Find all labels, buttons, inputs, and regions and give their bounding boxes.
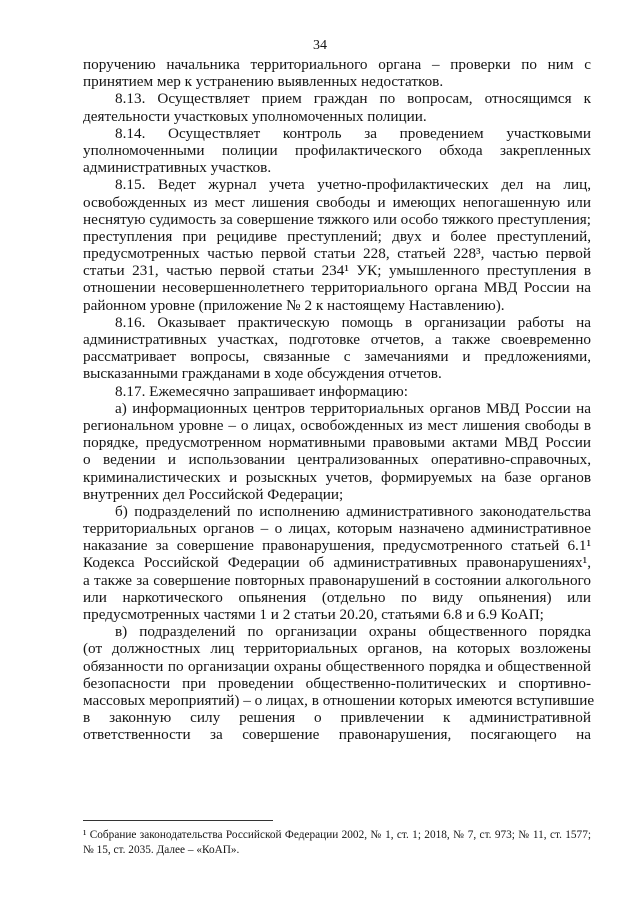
text-line: внутренних дел Российской Федерации; [83,485,344,503]
text-line: 8.15. Ведет журнал учета учетно-профилактических дел на лиц, [115,176,591,194]
text-line: в) подразделений по организации охраны общественного порядка [115,623,591,641]
text-line: высказанными гражданами в ходе обсуждения отчетов. [83,365,442,383]
text-line: криминалистических и розыскных учетов, формируемых на базе органов [83,468,591,486]
text-line: ответственности за совершение правонарушения, посягающего на [83,726,591,744]
text-line: поручению начальника территориального органа – проверки по ним с [83,56,591,73]
text-line: районном уровне (приложение № 2 к настоящему Наставлению). [83,296,505,314]
footnote-line: № 15, ст. 2035. Далее – «КоАП». [83,844,240,856]
text-line: обязанности по организации охраны общественного порядка и общественной [83,657,591,675]
text-line: (от должностных лиц территориальных органов, на которых возложены [83,640,591,658]
text-line: уполномоченными полиции профилактического обхода закрепленных [83,141,591,159]
text-line: Кодекса Российской Федерации об административных правонарушениях¹, [83,554,591,572]
text-line: предусмотренных частью первой статьи 228, статьей 228³, частью первой [83,245,591,263]
text-line: 8.16. Оказывает практическую помощь в организации работы на [115,313,591,331]
text-line: принятием мер к устранению выявленных недостатков. [83,73,444,91]
text-line: региональном уровне – о лицах, освобожденных из мест лишения свободы в [83,416,591,434]
text-line: о ведении и использовании централизованных оперативно-справочных, [83,451,591,469]
text-line: освобожденных из мест лишения свободы и имеющих непогашенную или [83,193,591,211]
text-line: безопасности при проведении общественно-политических и спортивно- [83,674,591,692]
text-line: предусмотренных частями 1 и 2 статьи 20.20, статьями 6.8 и 6.9 КоАП; [83,606,544,623]
text-line: массовых мероприятий) – о лицах, в отношении которых имеются вступившие [83,691,595,709]
text-line: 8.13. Осуществляет прием граждан по вопросам, относящимся к [115,90,591,108]
text-line: преступления при рецидиве преступлений; двух и более преступлений, [83,227,591,245]
text-line: деятельности участковых уполномоченных полиции. [83,107,427,125]
text-line: территориальных органов – о лицах, которым назначено административное [83,520,591,538]
text-line: административных участках, подготовке отчетов, а также своевременно [83,331,591,348]
text-line: а также за совершение повторных правонарушений в состоянии алкогольного [83,571,591,589]
text-line: отношении несовершеннолетнего территориального органа МВД России на [83,279,591,297]
text-line: 8.14. Осуществляет контроль за проведением участковыми [115,124,591,142]
text-line: а) информационных центров территориальных органов МВД России на [115,399,591,417]
page-number: 34 [313,38,327,53]
text-line: б) подразделений по исполнению административного законодательства [115,502,591,520]
text-line: неснятую судимость за совершение тяжкого или особо тяжкого преступления; [83,210,591,228]
footnote-separator [83,820,273,821]
text-line: административных участков. [83,159,272,177]
footnote [83,828,591,858]
text-line: наказание за совершение правонарушения, предусмотренного статьей 6.1¹ [83,537,591,555]
text-line: статьи 231, частью первой статьи 234¹ УК; умышленного преступления в [83,262,591,280]
text-line: в законную силу решения о привлечении к административной [83,709,591,727]
text-line: 8.17. Ежемесячно запрашивает информацию: [115,382,408,400]
footnote-line: ¹ Собрание законодательства Российской Федерации 2002, № 1, ст. 1; 2018, № 7, ст. 973; № 11, ст. 1577; [83,829,591,841]
text-line: или наркотического опьянения (отдельно по виду опьянения) или [83,588,591,606]
text-line: порядке, предусмотренном нормативными правовыми актами МВД России [83,434,591,452]
text-line: рассматривает вопросы, связанные с замечаниями и предложениями, [83,348,591,366]
body-text [83,56,595,744]
